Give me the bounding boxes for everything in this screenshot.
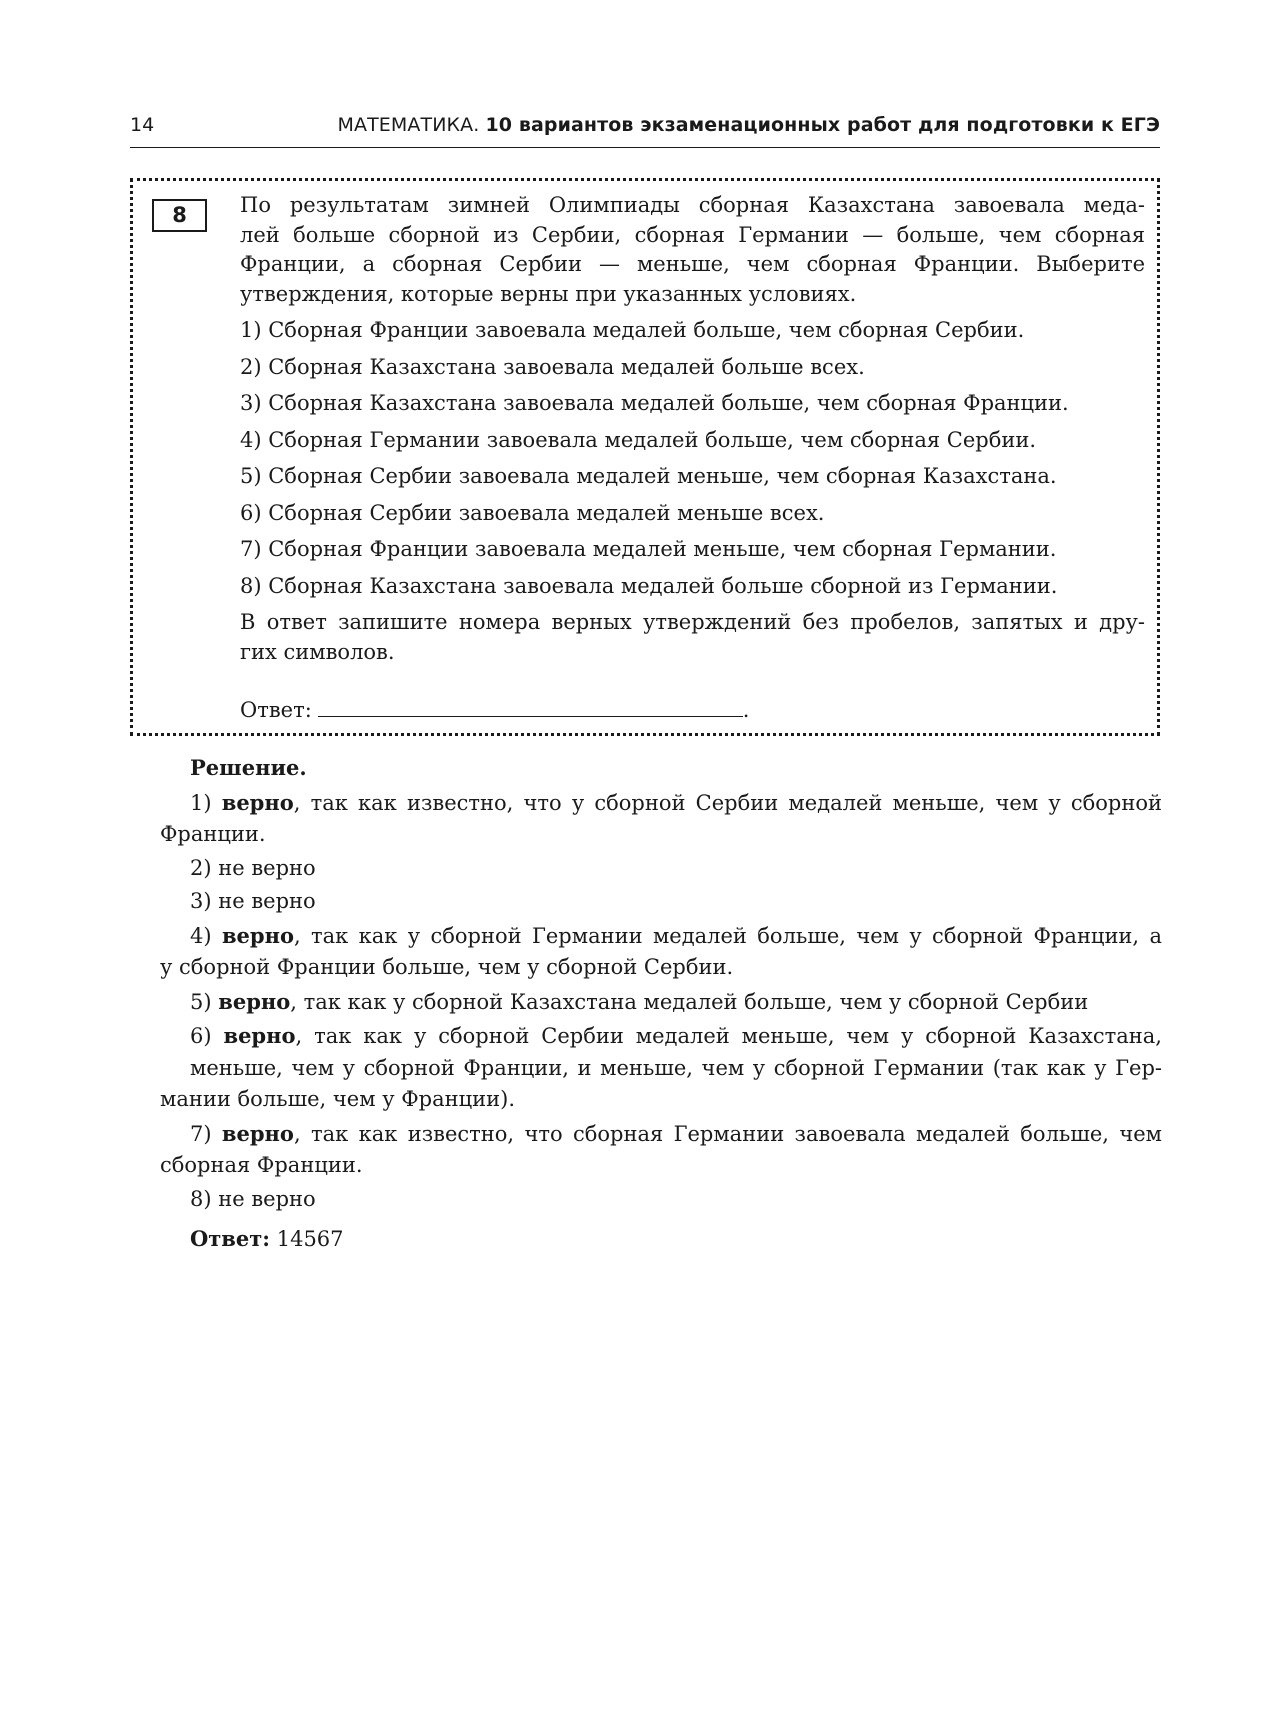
answer-line-end: .	[742, 698, 750, 722]
task-number: 8	[152, 199, 207, 232]
solution-item	[160, 1184, 1162, 1216]
item-text: , так как известно, что сборная Германии завоевала медалей больше, чем	[293, 1121, 1162, 1146]
item-number: 8)	[190, 1186, 212, 1211]
page-number: 14	[130, 114, 155, 136]
item-text: мании больше, чем у Франции).	[160, 1087, 515, 1111]
task-option: 4) Сборная Германии завоевала медалей больше, чем сборная Сербии.	[240, 427, 1037, 452]
task-option: 5) Сборная Сербии завоевала медалей меньше, чем сборная Казахстана.	[240, 464, 1057, 488]
solution-item	[160, 920, 1162, 984]
task-option: 8) Сборная Казахстана завоевала медалей больше сборной из Германии.	[240, 573, 1058, 598]
running-title-book: 10 вариантов экзаменационных работ для подготовки к ЕГЭ	[485, 114, 1160, 136]
solution-line	[160, 1118, 1162, 1151]
item-text: меньше, чем у сборной Франции, и меньше, чем у сборной Германии (так как у Гер-	[190, 1055, 1162, 1080]
answer-instruction	[240, 608, 1145, 667]
final-answer-value: 14567	[276, 1227, 344, 1251]
item-verdict: не верно	[218, 1186, 316, 1211]
solution	[160, 752, 1162, 1256]
instruction-line: В ответ запишите номера верных утверждений без пробелов, запятых и дру-	[240, 610, 1145, 634]
item-number: 6)	[190, 1024, 212, 1048]
answer-blank-field[interactable]	[318, 694, 743, 717]
item-number: 5)	[190, 989, 212, 1014]
solution-line	[160, 1020, 1162, 1053]
item-text: , так как известно, что у сборной Сербии медалей меньше, чем у сборной	[293, 790, 1162, 815]
item-text: , так как у сборной Германии медалей больше, чем у сборной Франции, а	[293, 923, 1162, 948]
solution-item	[160, 886, 1162, 918]
page-header	[130, 114, 1160, 148]
item-verdict: не верно	[218, 855, 316, 880]
item-number: 7)	[190, 1121, 212, 1146]
item-number: 2)	[190, 855, 212, 880]
task-option: 7) Сборная Франции завоевала медалей меньше, чем сборная Германии.	[240, 537, 1057, 561]
statement-line: Франции, а сборная Сербии — меньше, чем сборная Франции. Выберите	[240, 252, 1145, 276]
solution-line	[160, 920, 1162, 953]
item-verdict: верно	[218, 988, 291, 1014]
running-title	[338, 114, 1161, 136]
solution-line	[160, 787, 1162, 820]
answer-line	[240, 694, 1145, 726]
task-body	[240, 191, 1145, 726]
task-option: 1) Сборная Франции завоевала медалей больше, чем сборная Сербии.	[240, 318, 1025, 342]
solution-item	[160, 986, 1162, 1019]
statement-line: утверждения, которые верны при указанных условиях.	[240, 281, 857, 306]
statement-line: лей больше сборной из Сербии, сборная Германии — больше, чем сборная	[240, 222, 1145, 247]
item-text: , так как у сборной Казахстана медалей больше, чем у сборной Сербии	[290, 989, 1089, 1014]
item-verdict: не верно	[218, 889, 316, 913]
item-verdict: верно	[221, 1120, 294, 1146]
item-number: 4)	[190, 923, 212, 948]
item-number: 3)	[190, 889, 212, 913]
instruction-line: гих символов.	[240, 639, 395, 664]
statement-line: По результатам зимней Олимпиады сборная Казахстана завоевала меда-	[240, 193, 1145, 217]
solution-item	[160, 787, 1162, 851]
solution-item	[160, 1118, 1162, 1182]
item-number: 1)	[190, 790, 212, 815]
solution-item	[160, 1020, 1162, 1116]
item-verdict: верно	[223, 1023, 296, 1048]
item-text: , так как у сборной Сербии медалей меньше, чем у сборной Казахстана,	[295, 1024, 1162, 1048]
item-verdict: верно	[221, 922, 294, 948]
task-option: 6) Сборная Сербии завоевала медалей меньше всех.	[240, 500, 825, 525]
item-verdict: верно	[221, 789, 294, 815]
item-text: у сборной Франции больше, чем у сборной Сербии.	[160, 955, 734, 979]
answer-label: Ответ:	[240, 698, 312, 722]
solution-item	[160, 853, 1162, 885]
solution-title: Решение.	[190, 755, 307, 780]
task-box	[130, 178, 1160, 736]
item-text: сборная Франции.	[160, 1153, 363, 1177]
task-option: 2) Сборная Казахстана завоевала медалей больше всех.	[240, 354, 865, 379]
final-answer-label: Ответ:	[190, 1226, 271, 1251]
running-title-subject: МАТЕМАТИКА.	[337, 114, 480, 136]
final-answer	[160, 1223, 1162, 1256]
task-option: 3) Сборная Казахстана завоевала медалей больше, чем сборная Франции.	[240, 391, 1069, 415]
item-text: Франции.	[160, 822, 266, 846]
